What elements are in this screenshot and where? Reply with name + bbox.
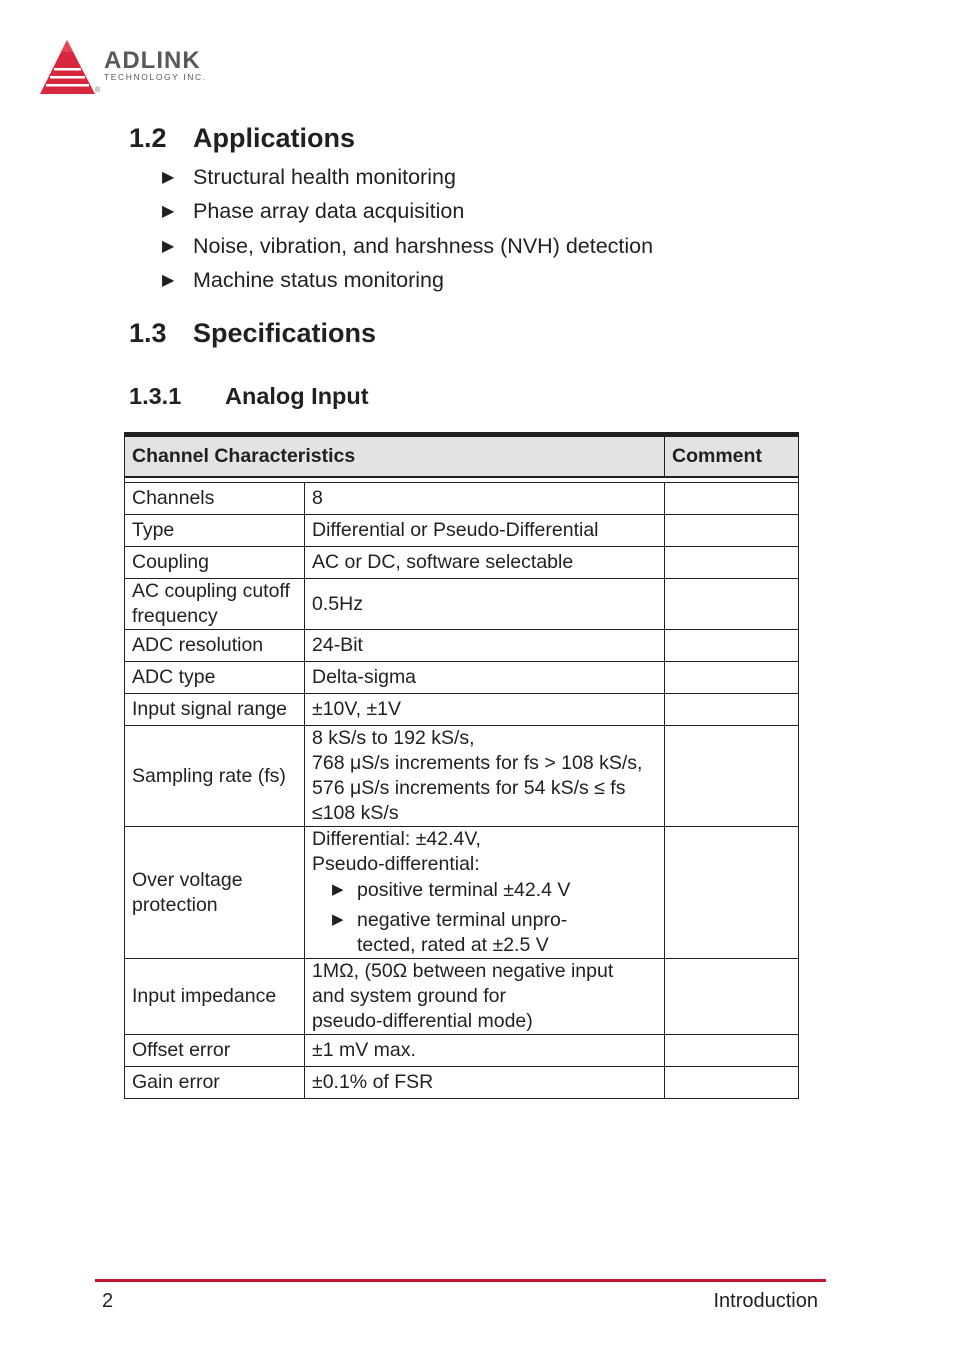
- spec-comment: [665, 579, 799, 630]
- triangle-bullet-icon: ▶: [162, 237, 175, 255]
- spec-comment: [665, 1035, 799, 1067]
- spec-value: Differential: ±42.4V, Pseudo-differential: ▶ positive terminal ±42.4 V ▶ negative terminal unpro- tected, rated at ±2.5 V: [305, 827, 665, 959]
- spec-comment: [665, 959, 799, 1035]
- subsection-title: Analog Input: [225, 383, 369, 409]
- spec-label: Channels: [125, 483, 305, 515]
- spec-label: ADC type: [125, 662, 305, 694]
- spec-value: Delta-sigma: [305, 662, 665, 694]
- section-title: Specifications: [193, 318, 377, 348]
- adlink-triangle-icon: [40, 38, 102, 98]
- header-comment: Comment: [665, 435, 799, 478]
- page-number: 2: [102, 1290, 114, 1312]
- spec-comment: [665, 547, 799, 579]
- spec-label: Gain error: [125, 1067, 305, 1099]
- spec-label: Input impedance: [125, 959, 305, 1035]
- section-title: Applications: [193, 123, 356, 153]
- spec-comment: [665, 515, 799, 547]
- subsection-heading-analog-input: [129, 382, 369, 410]
- spec-comment: [665, 483, 799, 515]
- table-row: [125, 579, 799, 630]
- spec-value: 0.5Hz: [305, 579, 665, 630]
- registered-mark: ®: [95, 87, 101, 94]
- triangle-bullet-icon: ▶: [332, 911, 344, 928]
- spec-value: 24-Bit: [305, 630, 665, 662]
- spec-label: ADC resolution: [125, 630, 305, 662]
- section-number: 1.2: [129, 123, 167, 153]
- adlink-logo: [40, 38, 240, 98]
- table-row: [125, 483, 799, 515]
- table-row: [125, 547, 799, 579]
- table-row: [125, 726, 799, 827]
- section-number: 1.3: [129, 318, 167, 348]
- spec-label: Input signal range: [125, 694, 305, 726]
- list-item: ▶ Phase array data acquisition: [162, 194, 653, 228]
- spec-value: Differential or Pseudo-Differential: [305, 515, 665, 547]
- spec-comment: [665, 1067, 799, 1099]
- table-header-row: [125, 435, 799, 478]
- table-row: [125, 630, 799, 662]
- section-heading-applications: [129, 123, 355, 153]
- spec-value: ±0.1% of FSR: [305, 1067, 665, 1099]
- table-row: [125, 694, 799, 726]
- spec-value: 8: [305, 483, 665, 515]
- triangle-bullet-icon: ▶: [162, 271, 175, 289]
- spec-label: AC coupling cutoff frequency: [125, 579, 305, 630]
- applications-list: [162, 160, 653, 297]
- spec-comment: [665, 726, 799, 827]
- spec-comment: [665, 827, 799, 959]
- triangle-bullet-icon: ▶: [162, 169, 175, 186]
- logo-subtitle: TECHNOLOGY INC.: [104, 72, 207, 82]
- list-item: ▶ Machine status monitoring: [162, 263, 653, 297]
- subsection-number: 1.3.1: [129, 383, 182, 409]
- section-heading-specifications: [129, 318, 376, 348]
- table-row: [125, 662, 799, 694]
- spec-value: 8 kS/s to 192 kS/s, 768 μS/s increments for fs > 108 kS/s, 576 μS/s increments for 54 kS/s ≤ fs ≤108 kS/s: [305, 726, 665, 827]
- spec-comment: [665, 662, 799, 694]
- table-row: [125, 959, 799, 1035]
- triangle-bullet-icon: ▶: [332, 881, 344, 898]
- spec-label: Coupling: [125, 547, 305, 579]
- sub-list-item: ▶ positive terminal ±42.4 V: [332, 879, 571, 901]
- table-row: [125, 1067, 799, 1099]
- analog-input-spec-table: [124, 432, 799, 1099]
- spec-label: Type: [125, 515, 305, 547]
- list-item: ▶ Structural health monitoring: [162, 160, 653, 194]
- spec-value: ±1 mV max.: [305, 1035, 665, 1067]
- triangle-bullet-icon: ▶: [162, 203, 175, 221]
- spec-label: Sampling rate (fs): [125, 726, 305, 827]
- spec-value: 1MΩ, (50Ω between negative input and system ground for pseudo-differential mode): [305, 959, 665, 1035]
- logo-wordmark: ADLINK: [104, 47, 201, 74]
- spec-value: AC or DC, software selectable: [305, 547, 665, 579]
- spec-label: Over voltage protection: [125, 827, 305, 959]
- list-item: ▶ Noise, vibration, and harshness (NVH) detection: [162, 229, 653, 263]
- spec-label: Offset error: [125, 1035, 305, 1067]
- table-row: [125, 1035, 799, 1067]
- sub-list-item: ▶ negative terminal unpro- tected, rated at ±2.5 V: [332, 909, 568, 956]
- header-channel-characteristics: Channel Characteristics: [125, 435, 665, 478]
- spec-comment: [665, 694, 799, 726]
- spec-comment: [665, 630, 799, 662]
- table-row: [125, 827, 799, 959]
- table-row: [125, 515, 799, 547]
- footer-rule: [95, 1279, 826, 1282]
- footer-section-title: Introduction: [713, 1290, 818, 1312]
- spec-value: ±10V, ±1V: [305, 694, 665, 726]
